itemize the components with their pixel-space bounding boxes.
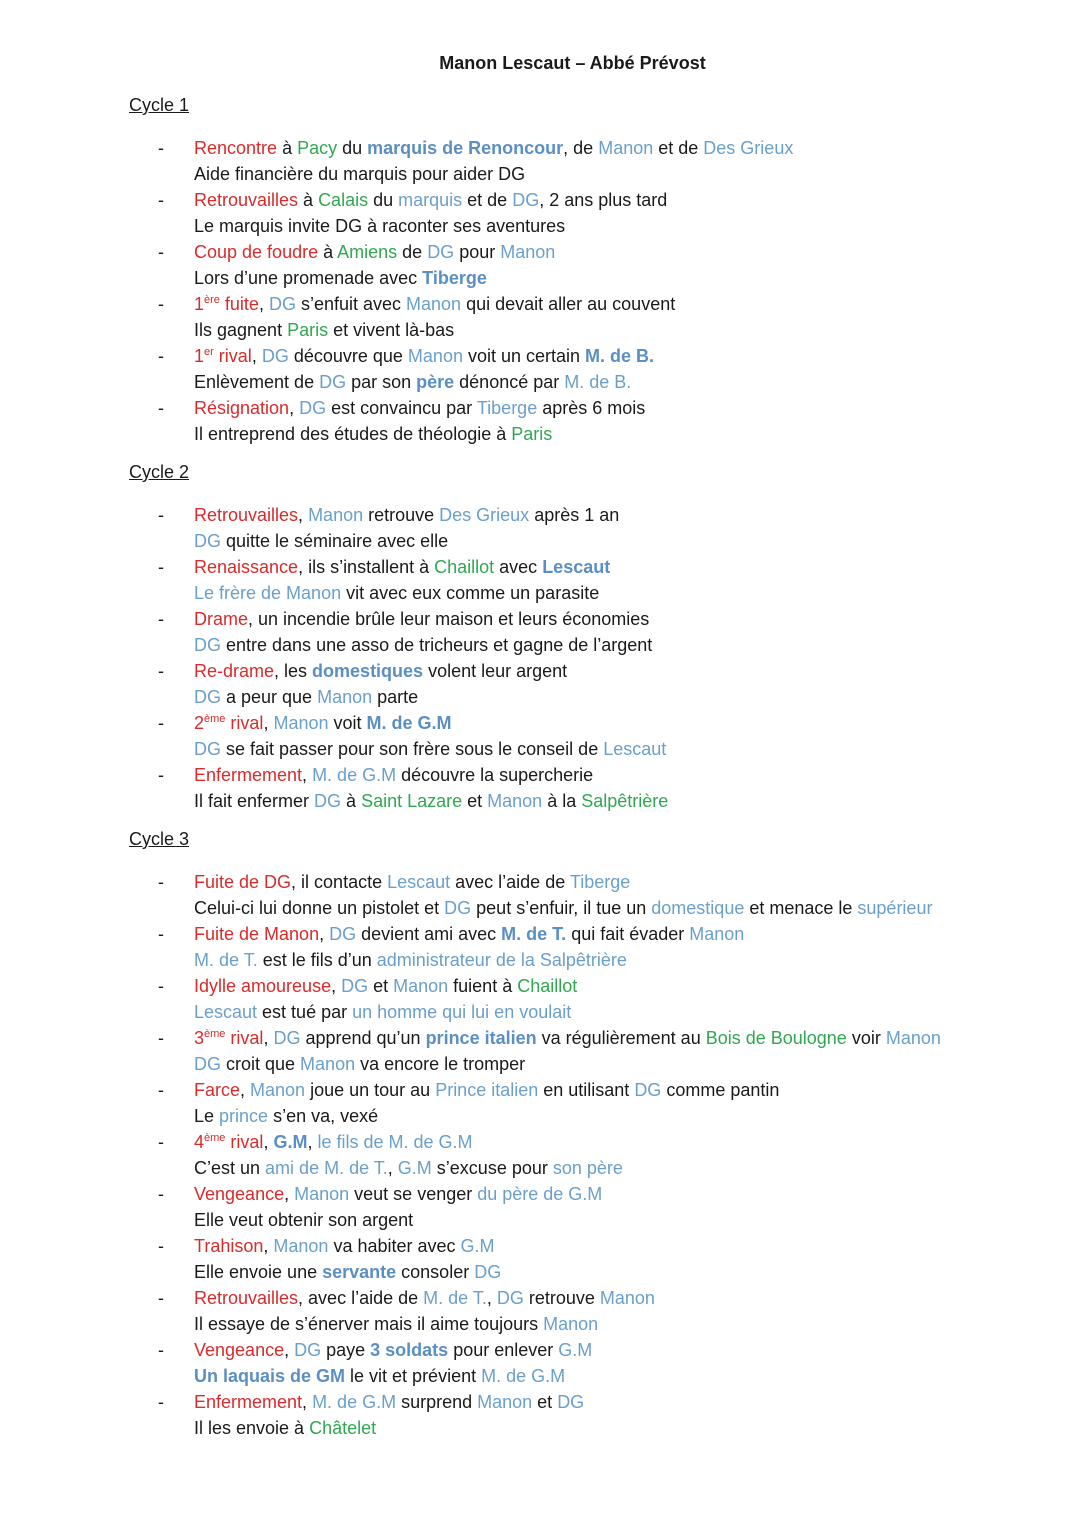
text-run: DG <box>268 294 296 314</box>
text-run: en utilisant <box>538 1080 635 1100</box>
detail-line <box>194 1415 376 1441</box>
event-line <box>194 239 555 265</box>
text-run: s’enfuit avec <box>295 294 407 314</box>
text-run: , <box>263 1236 274 1256</box>
text-run: Il essaye de s’énerver mais il aime toujours <box>194 1314 544 1334</box>
detail-line <box>194 632 652 658</box>
text-run: Paris <box>511 424 553 444</box>
text-run: Salpêtrière <box>581 791 669 811</box>
text-run: Saint Lazare <box>361 791 463 811</box>
bullet-dash: - <box>158 190 164 210</box>
text-run: et vivent là-bas <box>328 320 455 340</box>
text-run: et <box>368 976 394 996</box>
text-run: est convaincu par <box>326 398 477 418</box>
text-run: le vit et prévient <box>345 1366 482 1386</box>
text-run: , il contacte <box>291 872 388 892</box>
text-run: G.M <box>397 1158 432 1178</box>
bullet-dash: - <box>158 1080 164 1100</box>
text-run: , <box>319 924 330 944</box>
text-run: se fait passer pour son frère sous le conseil de <box>221 739 604 759</box>
event-line <box>194 1129 473 1155</box>
bullet-dash: - <box>158 872 164 892</box>
bullet-dash: - <box>158 1236 164 1256</box>
text-run: joue un tour au <box>305 1080 436 1100</box>
text-run: à <box>277 138 298 158</box>
text-run: qui devait aller au couvent <box>461 294 676 314</box>
text-run: est le fils d’un <box>257 950 377 970</box>
text-run: Fuite de Manon <box>194 924 320 944</box>
text-run: surprend <box>396 1392 478 1412</box>
detail-line <box>194 1363 565 1389</box>
text-run: s’en va, vexé <box>268 1106 379 1126</box>
text-run: Elle envoie une <box>194 1262 323 1282</box>
text-run: fuite <box>219 294 259 314</box>
text-run: comme pantin <box>661 1080 780 1100</box>
text-run: Manon <box>543 1314 599 1334</box>
text-run: marquis de Renoncour <box>367 138 564 158</box>
text-run: et menace le <box>744 898 858 918</box>
text-run: , <box>284 1340 295 1360</box>
text-run: rival <box>225 713 264 733</box>
text-run: retrouve <box>523 1288 600 1308</box>
text-run: va régulièrement au <box>536 1028 706 1048</box>
detail-line <box>194 161 525 187</box>
text-run: Chaillot <box>517 976 578 996</box>
text-run: ami de M. de T. <box>265 1158 388 1178</box>
detail-line <box>194 1051 525 1077</box>
text-run: Idylle amoureuse <box>194 976 332 996</box>
text-run: M. de G.M <box>366 713 452 733</box>
text-run: DG <box>634 1080 662 1100</box>
detail-line <box>194 1311 598 1337</box>
text-run: M. de T. <box>423 1288 487 1308</box>
text-run: Un laquais de GM <box>194 1366 346 1386</box>
text-run: administrateur de la Salpêtrière <box>376 950 627 970</box>
text-run: Drame <box>194 609 249 629</box>
text-run: est tué par <box>257 1002 353 1022</box>
text-run: Enfermement <box>194 765 303 785</box>
text-run: Pacy <box>297 138 338 158</box>
detail-line <box>194 788 668 814</box>
text-run: Des Grieux <box>703 138 794 158</box>
text-run: M. de T. <box>194 950 258 970</box>
bullet-dash: - <box>158 609 164 629</box>
cycle-heading: Cycle 3 <box>129 829 190 849</box>
text-run: Manon <box>273 1236 329 1256</box>
text-run: , <box>331 976 342 996</box>
event-line <box>194 1337 592 1363</box>
text-run: Retrouvailles <box>194 190 299 210</box>
event-line <box>194 502 619 528</box>
text-run: Manon <box>599 1288 655 1308</box>
text-run: Chaillot <box>434 557 495 577</box>
text-run: voir <box>846 1028 886 1048</box>
text-run: Elle veut obtenir son argent <box>194 1210 414 1230</box>
text-run: M. de T. <box>501 924 567 944</box>
text-run: le fils de M. de G.M <box>317 1132 473 1152</box>
text-run: Manon <box>300 1054 356 1074</box>
text-run: DG <box>194 1054 221 1074</box>
text-run: après 6 mois <box>537 398 646 418</box>
bullet-dash: - <box>158 924 164 944</box>
text-run: DG <box>194 739 221 759</box>
bullet-dash: - <box>158 661 164 681</box>
bullet-dash: - <box>158 976 164 996</box>
text-run: dénoncé par <box>454 372 565 392</box>
text-run: , <box>387 1158 398 1178</box>
text-run: Amiens <box>337 242 398 262</box>
event-line <box>194 606 649 632</box>
event-line <box>194 921 744 947</box>
text-run: avec <box>494 557 543 577</box>
bullet-dash: - <box>158 1340 164 1360</box>
detail-line <box>194 895 932 921</box>
bullet-dash: - <box>158 713 164 733</box>
text-run: Manon <box>250 1080 306 1100</box>
event-line <box>194 658 567 684</box>
text-run: G.M <box>273 1132 308 1152</box>
text-run: DG <box>194 635 221 655</box>
text-run: apprend qu’un <box>300 1028 426 1048</box>
text-run: , de <box>563 138 599 158</box>
text-run: 3 soldats <box>370 1340 449 1360</box>
text-run: M. de G.M <box>481 1366 566 1386</box>
text-run: , <box>240 1080 251 1100</box>
text-run: son père <box>552 1158 623 1178</box>
text-run: du <box>337 138 368 158</box>
text-run: prince italien <box>425 1028 537 1048</box>
text-run: après 1 an <box>529 505 620 525</box>
text-run: DG <box>474 1262 502 1282</box>
event-line <box>194 1077 779 1103</box>
text-run: Manon <box>885 1028 941 1048</box>
text-run: Manon <box>500 242 556 262</box>
event-line <box>194 710 452 736</box>
event-line <box>194 869 630 895</box>
text-run: er <box>204 346 214 358</box>
text-run: , <box>486 1288 497 1308</box>
text-run: , <box>307 1132 318 1152</box>
text-run: , <box>251 346 262 366</box>
text-run: Calais <box>318 190 369 210</box>
text-run: Le frère de Manon <box>194 583 342 603</box>
event-line <box>194 343 654 369</box>
text-run: Manon <box>598 138 654 158</box>
detail-line <box>194 1103 378 1129</box>
bullet-dash: - <box>158 1288 164 1308</box>
text-run: Renaissance <box>194 557 299 577</box>
text-run: Lescaut <box>194 1002 258 1022</box>
text-run: du <box>368 190 399 210</box>
text-run: , <box>263 1028 274 1048</box>
detail-line <box>194 1259 501 1285</box>
text-run: devient ami avec <box>356 924 502 944</box>
text-run: , un incendie brûle leur maison et leurs économies <box>248 609 650 629</box>
text-run: Résignation <box>194 398 290 418</box>
text-run: , <box>298 505 309 525</box>
event-line <box>194 762 593 788</box>
text-run: consoler <box>396 1262 475 1282</box>
bullet-dash: - <box>158 346 164 366</box>
text-run: Vengeance <box>194 1340 285 1360</box>
text-run: avec l’aide de <box>450 872 570 892</box>
bullet-dash: - <box>158 294 164 314</box>
text-run: G.M <box>460 1236 495 1256</box>
text-run: père <box>416 372 455 392</box>
text-run: Le <box>194 1106 220 1126</box>
text-run: DG <box>194 687 221 707</box>
bullet-dash: - <box>158 765 164 785</box>
text-run: Prince italien <box>435 1080 539 1100</box>
text-run: DG <box>319 372 347 392</box>
detail-line <box>194 528 448 554</box>
text-run: retrouve <box>363 505 440 525</box>
text-run: Retrouvailles <box>194 505 299 525</box>
text-run: Trahison <box>194 1236 264 1256</box>
text-run: Enlèvement de <box>194 372 320 392</box>
text-run: M. de G.M <box>312 1392 397 1412</box>
text-run: Farce <box>194 1080 241 1100</box>
document-title: Manon Lescaut – Abbé Prévost <box>439 53 706 73</box>
text-run: Des Grieux <box>439 505 530 525</box>
text-run: de <box>397 242 428 262</box>
text-run: à <box>298 190 319 210</box>
text-run: s’excuse pour <box>431 1158 553 1178</box>
detail-line <box>194 369 631 395</box>
detail-line <box>194 999 571 1025</box>
text-run: Il fait enfermer <box>194 791 315 811</box>
bullet-dash: - <box>158 1028 164 1048</box>
detail-line <box>194 421 552 447</box>
detail-line <box>194 580 599 606</box>
text-run: DG <box>299 398 327 418</box>
text-run: , ils s’installent à <box>298 557 435 577</box>
text-run: Re-drame <box>194 661 275 681</box>
text-run: servante <box>322 1262 397 1282</box>
bullet-dash: - <box>158 1184 164 1204</box>
bullet-dash: - <box>158 138 164 158</box>
text-run: M. de B. <box>564 372 632 392</box>
text-run: 2 <box>194 713 205 733</box>
text-run: Lescaut <box>603 739 667 759</box>
event-line <box>194 554 610 580</box>
text-run: DG <box>273 1028 301 1048</box>
text-run: Manon <box>273 713 329 733</box>
text-run: quitte le séminaire avec elle <box>221 531 449 551</box>
text-run: Manon <box>294 1184 350 1204</box>
text-run: , <box>263 1132 274 1152</box>
text-run: , <box>289 398 300 418</box>
text-run: Manon <box>487 791 543 811</box>
text-run: Tiberge <box>422 268 487 288</box>
text-run: volent leur argent <box>423 661 568 681</box>
event-line <box>194 291 675 317</box>
text-run: Enfermement <box>194 1392 303 1412</box>
text-run: prince <box>219 1106 269 1126</box>
text-run: Il entreprend des études de théologie à <box>194 424 512 444</box>
text-run: ème <box>204 713 226 725</box>
text-run: , <box>302 1392 313 1412</box>
text-run: Ils gagnent <box>194 320 288 340</box>
text-run: Tiberge <box>569 872 631 892</box>
detail-line <box>194 213 565 239</box>
text-run: Le marquis invite DG à raconter ses aventures <box>194 216 566 236</box>
text-run: DG <box>294 1340 322 1360</box>
text-run: Paris <box>287 320 329 340</box>
text-run: G.M <box>558 1340 593 1360</box>
text-run: et de <box>653 138 704 158</box>
text-run: domestique <box>651 898 745 918</box>
text-run: croit que <box>221 1054 301 1074</box>
event-line <box>194 1181 602 1207</box>
bullet-dash: - <box>158 1392 164 1412</box>
text-run: pour <box>454 242 501 262</box>
text-run: DG <box>261 346 289 366</box>
text-run: , 2 ans plus tard <box>539 190 668 210</box>
text-run: Châtelet <box>309 1418 377 1438</box>
text-run: Lors d’une promenade avec <box>194 268 423 288</box>
text-run: et de <box>462 190 513 210</box>
text-run: Il les envoie à <box>194 1418 310 1438</box>
text-run: DG <box>512 190 540 210</box>
detail-line <box>194 1207 413 1233</box>
event-line <box>194 1233 495 1259</box>
text-run: Manon <box>406 294 462 314</box>
detail-line <box>194 736 666 762</box>
detail-line <box>194 265 487 291</box>
text-run: a peur que <box>221 687 318 707</box>
event-line <box>194 1389 584 1415</box>
text-run: , avec l’aide de <box>298 1288 424 1308</box>
detail-line <box>194 1155 623 1181</box>
text-run: DG <box>314 791 342 811</box>
text-run: découvre la supercherie <box>396 765 594 785</box>
text-run: veut se venger <box>349 1184 478 1204</box>
text-run: , <box>263 713 274 733</box>
text-run: Manon <box>308 505 364 525</box>
text-run: à la <box>542 791 582 811</box>
text-run: Lescaut <box>387 872 451 892</box>
text-run: vit avec eux comme un parasite <box>341 583 600 603</box>
text-run: 1 <box>194 346 205 366</box>
text-run: Celui-ci lui donne un pistolet et <box>194 898 445 918</box>
text-run: Bois de Boulogne <box>705 1028 847 1048</box>
text-run: Vengeance <box>194 1184 285 1204</box>
text-run: voit un certain <box>462 346 586 366</box>
text-run: du père de G.M <box>477 1184 603 1204</box>
detail-line <box>194 684 418 710</box>
bullet-dash: - <box>158 1132 164 1152</box>
text-run: qui fait évader <box>566 924 690 944</box>
text-run: ème <box>204 1132 226 1144</box>
text-run: supérieur <box>857 898 933 918</box>
bullet-dash: - <box>158 505 164 525</box>
text-run: rival <box>225 1028 264 1048</box>
text-run: DG <box>194 531 221 551</box>
text-run: paye <box>321 1340 371 1360</box>
text-run: rival <box>225 1132 264 1152</box>
bullet-dash: - <box>158 557 164 577</box>
text-run: Aide financière du marquis pour aider DG <box>194 164 526 184</box>
detail-line <box>194 947 627 973</box>
text-run: Manon <box>689 924 745 944</box>
text-run: , <box>258 294 269 314</box>
text-run: , <box>284 1184 295 1204</box>
text-run: Manon <box>477 1392 533 1412</box>
text-run: 1 <box>194 294 205 314</box>
text-run: et <box>532 1392 558 1412</box>
detail-line <box>194 317 454 343</box>
text-run: à <box>341 791 362 811</box>
text-run: et <box>462 791 488 811</box>
text-run: Manon <box>317 687 373 707</box>
text-run: découvre que <box>288 346 408 366</box>
text-run: parte <box>372 687 419 707</box>
text-run: Coup de foudre <box>194 242 319 262</box>
text-run: Tiberge <box>476 398 538 418</box>
text-run: DG <box>496 1288 524 1308</box>
text-run: 4 <box>194 1132 205 1152</box>
event-line <box>194 1285 655 1311</box>
text-run: un homme qui lui en voulait <box>352 1002 572 1022</box>
text-run: pour enlever <box>448 1340 559 1360</box>
text-run: marquis <box>398 190 463 210</box>
text-run: , <box>302 765 313 785</box>
text-run: peut s’enfuir, il tue un <box>471 898 652 918</box>
text-run: C’est un <box>194 1158 266 1178</box>
event-line <box>194 395 645 421</box>
text-run: DG <box>557 1392 585 1412</box>
text-run: DG <box>341 976 369 996</box>
text-run: voit <box>328 713 367 733</box>
text-run: va encore le tromper <box>355 1054 526 1074</box>
text-run: 3 <box>194 1028 205 1048</box>
text-run: DG <box>329 924 357 944</box>
event-line <box>194 973 577 999</box>
text-run: domestiques <box>312 661 424 681</box>
event-line <box>194 1025 941 1051</box>
text-run: fuient à <box>448 976 518 996</box>
text-run: Lescaut <box>542 557 611 577</box>
text-run: va habiter avec <box>328 1236 461 1256</box>
cycle-heading: Cycle 2 <box>129 462 190 482</box>
text-run: Manon <box>393 976 449 996</box>
bullet-dash: - <box>158 398 164 418</box>
event-line <box>194 135 793 161</box>
text-run: Manon <box>407 346 463 366</box>
text-run: ème <box>204 1028 226 1040</box>
text-run: M. de B. <box>585 346 655 366</box>
text-run: M. de G.M <box>312 765 397 785</box>
text-run: , les <box>274 661 313 681</box>
text-run: DG <box>427 242 455 262</box>
text-run: par son <box>346 372 417 392</box>
text-run: Rencontre <box>194 138 278 158</box>
text-run: Fuite de DG <box>194 872 292 892</box>
event-line <box>194 187 667 213</box>
text-run: ère <box>204 294 220 306</box>
cycle-heading: Cycle 1 <box>129 95 190 115</box>
text-run: rival <box>213 346 252 366</box>
bullet-dash: - <box>158 242 164 262</box>
text-run: à <box>318 242 338 262</box>
text-run: DG <box>444 898 472 918</box>
text-run: entre dans une asso de tricheurs et gagne de l’argent <box>221 635 653 655</box>
text-run: Retrouvailles <box>194 1288 299 1308</box>
